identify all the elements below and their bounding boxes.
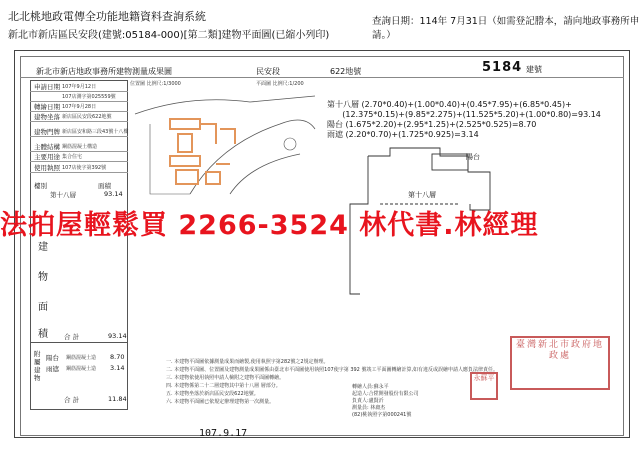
seal-stamp-right xyxy=(510,336,610,390)
info-row-value: 107年9月28日 xyxy=(62,104,97,110)
info-row-divider xyxy=(30,172,128,173)
info-row-divider xyxy=(30,161,128,162)
signer-supervisor: 負責人:盧賢沂 xyxy=(352,398,384,404)
info-row-label: 建物坐落 xyxy=(34,113,60,121)
annex-structure-2: 鋼筋混凝土造 xyxy=(66,366,97,372)
info-row-value: 新店區安和路三段43號十八樓 xyxy=(62,129,129,135)
building-number-label: 建號 xyxy=(526,65,542,74)
plan-floor-label: 第十八層 xyxy=(408,191,436,199)
info-row-divider xyxy=(30,91,128,92)
info-row-label: 主體結構 xyxy=(34,143,60,151)
plan-balcony-label: 陽台 xyxy=(466,153,480,161)
note-line: 五. 本建物坐落於新店區民安段622地號。 xyxy=(166,391,259,397)
seal-stamp-left-text: 永蘇平 xyxy=(473,374,495,382)
formula-line-1: 第十八層 (2.70*0.40)+(1.00*0.40)+(0.45*7.95)+(6.85*0.45)+ xyxy=(327,100,572,109)
side-label-1: 建 xyxy=(38,242,48,253)
note-line: 一. 本建物平面圖依據測量成果而繪製,使用執照字第282號之2規定辦理。 xyxy=(166,359,329,365)
area-header: 樓別 xyxy=(34,182,47,190)
seal-stamp-left xyxy=(470,372,498,400)
seal-stamp-right-text: 臺灣新北市政府地政處 xyxy=(515,340,604,361)
floor-plan xyxy=(340,144,500,344)
side-label-2: 物 xyxy=(38,272,48,283)
footer-date-text: 107.9.17 xyxy=(199,428,248,439)
side-label-3: 面 xyxy=(38,302,48,313)
formula-line-4: 雨遮 (2.20*0.70)+(1.725*0.925)=3.14 xyxy=(327,130,479,139)
annex-structure-1: 鋼筋混凝土造 xyxy=(66,355,97,361)
area-value: 93.14 xyxy=(104,190,123,198)
total-label: 合 計 xyxy=(64,333,80,341)
total-value: 93.14 xyxy=(108,332,127,340)
footer-date xyxy=(199,428,247,439)
table-divider xyxy=(30,342,128,343)
info-row-label: 建物門牌 xyxy=(34,128,60,136)
location-map xyxy=(130,84,320,204)
info-row-label: 使用執照 xyxy=(34,164,60,172)
annex-use-2: 雨遮 xyxy=(46,365,59,373)
info-row-divider xyxy=(30,136,128,137)
title-divider xyxy=(20,77,624,78)
note-line: 四. 本建物係第二十二層建物其中第十八層 層部分。 xyxy=(166,383,281,389)
note-line: 六. 本建物平面圖已依規定辦理建物第一次測量。 xyxy=(166,399,275,405)
annex-label: 附屬建物 xyxy=(34,350,41,382)
note-line: 三. 本建物依使用執照申請人檢附之建物平面圖轉繪。 xyxy=(166,375,285,381)
info-row-value: 107年9月12日 xyxy=(62,84,97,90)
document-title: 新北市新店區民安段(建號:05184-000)[第二類]建物平面圖(已縮小列印) xyxy=(8,30,330,41)
watermark-text: 法拍屋輕鬆買 2266-3524 林代書.林經理 xyxy=(0,210,539,241)
info-row-label: 轉繪日期 xyxy=(34,103,60,111)
query-date: 查詢日期：114年 7月31日（如需登記謄本，請向地政事務所申請。） xyxy=(372,16,640,41)
signer-checker: 測量員: 林庸杰 xyxy=(352,405,386,411)
building-number: 5184 xyxy=(482,60,523,75)
info-row-value: 鋼筋混凝土構造 xyxy=(62,144,98,150)
office-title: 新北市新店地政事務所建物測量成果圖 xyxy=(36,67,172,76)
side-label-4: 積 xyxy=(38,329,48,340)
review-number: (82)桃執照字第000241號 xyxy=(352,412,412,418)
annex-use-1: 陽台 xyxy=(46,354,59,362)
info-row-value: 集合住宅 xyxy=(62,154,83,160)
annex-area-1: 8.70 xyxy=(110,353,125,361)
info-row-label: 主要用途 xyxy=(34,153,60,161)
area-floor: 第十八層 xyxy=(50,191,76,199)
area-header-2: 面積 xyxy=(98,182,111,190)
signer-owner: 轉繪人員:蘇永平 xyxy=(352,384,389,390)
info-row-value: 107店測字第025559號 xyxy=(62,94,116,100)
lot-number: 622地號 xyxy=(330,67,362,76)
signer-company: 起造人:合陞開發股份有限公司 xyxy=(352,391,419,397)
info-row-value: 107店使字第392號 xyxy=(62,165,107,171)
note-line: 二. 本建物平面圖、位置圖及建物測量成果圖係由臺北市平面圖使用執照107使字第 392 號竣工平面圖轉繪計算,如有違反或誤繪申請人應負法律責任。 xyxy=(166,367,499,373)
annex-total-value: 11.84 xyxy=(108,395,127,403)
annex-area-2: 3.14 xyxy=(110,364,125,372)
info-row-label: 申請日期 xyxy=(34,83,60,91)
section-name: 民安段 xyxy=(256,67,280,76)
info-row-value: 新店區民安段622地號 xyxy=(62,114,112,120)
system-title: 北北桃地政電傳全功能地籍資料查詢系統 xyxy=(8,10,206,23)
location-scale: 位置圖 比例尺:1/3000 xyxy=(130,81,181,87)
info-row-divider xyxy=(30,121,128,122)
annex-total-label: 合 計 xyxy=(64,396,80,404)
formula-line-3: 陽台 (1.675*2.20)+(2.95*1.25)+(2.525*0.525)=8.70 xyxy=(327,120,537,129)
plan-scale: 平面圖 比例尺:1/200 xyxy=(256,81,304,87)
formula-line-2: (12.375*0.15)+(9.85*2.275)+(11.525*5.20)+(1.00*0.80)=93.14 xyxy=(327,110,601,119)
